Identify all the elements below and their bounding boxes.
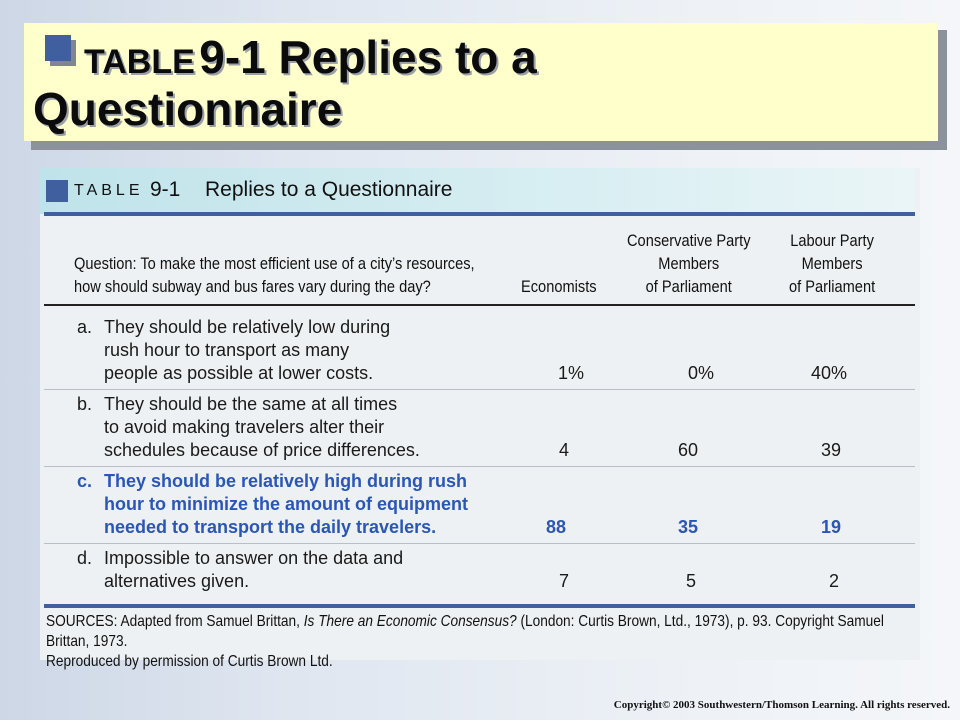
answer-line: schedules because of price differences. bbox=[104, 440, 420, 460]
conservative-header-line-3: of Parliament bbox=[645, 277, 732, 296]
sources-book-title: Is There an Economic Consensus? bbox=[303, 613, 517, 630]
table-bullet-square bbox=[46, 180, 68, 202]
conservative-header-line-1: Conservative Party bbox=[627, 231, 751, 250]
title-bullet-square bbox=[45, 35, 71, 61]
question-line-1: Question: To make the most efficient use of a city’s resources, bbox=[74, 254, 475, 273]
value-conservative: 5 bbox=[685, 571, 696, 591]
value-labour: 39 bbox=[820, 440, 842, 460]
sources-text: (London: Curtis Brown, Ltd., 1973), p. 93. Copyright Samuel Brittan, 1973. bbox=[46, 613, 884, 650]
table-label: TABLE bbox=[74, 182, 144, 199]
table-title: Replies to a Questionnaire bbox=[205, 178, 453, 201]
row-letter: a. bbox=[77, 317, 93, 337]
slide-title-line2: Questionnaire bbox=[33, 83, 343, 135]
answer-line: alternatives given. bbox=[104, 571, 250, 591]
value-labour: 40% bbox=[810, 363, 848, 383]
question-line-2: how should subway and bus fares vary during the day? bbox=[74, 277, 431, 296]
row-divider bbox=[44, 543, 915, 544]
slide-title-main: 9-1 Replies to a bbox=[199, 31, 537, 83]
slide-title-line1 bbox=[84, 30, 537, 84]
answer-line: people as possible at lower costs. bbox=[104, 363, 374, 383]
column-header-conservative bbox=[627, 229, 751, 298]
labour-header-line-2: Members bbox=[801, 254, 863, 273]
column-header-economists: Economists bbox=[521, 277, 597, 296]
answer-line: Impossible to answer on the data and bbox=[104, 548, 404, 568]
sources-text: SOURCES: Adapted from Samuel Brittan, bbox=[46, 613, 304, 630]
labour-header-line-3: of Parliament bbox=[789, 277, 876, 296]
answer-line: They should be relatively low during bbox=[104, 317, 391, 337]
row-divider bbox=[44, 466, 915, 467]
row-answer bbox=[104, 393, 524, 462]
row-answer bbox=[104, 470, 544, 539]
value-conservative: 35 bbox=[677, 517, 699, 537]
question-header bbox=[74, 252, 475, 298]
row-letter: b. bbox=[77, 394, 93, 414]
table-number: 9-1 bbox=[150, 178, 181, 201]
answer-line: hour to minimize the amount of equipment bbox=[104, 494, 468, 514]
value-labour: 2 bbox=[828, 571, 839, 591]
value-economists: 1% bbox=[557, 363, 584, 383]
labour-header-line-1: Labour Party bbox=[790, 231, 874, 250]
row-letter: d. bbox=[77, 548, 93, 568]
row-divider bbox=[44, 389, 915, 390]
slide-title-prefix: TABLE bbox=[84, 43, 195, 81]
row-answer bbox=[104, 547, 524, 593]
row-letter: c. bbox=[77, 471, 93, 491]
copyright-notice: Copyright© 2003 Southwestern/Thomson Learning. All rights reserved. bbox=[613, 699, 950, 711]
conservative-header-line-2: Members bbox=[658, 254, 720, 273]
row-answer bbox=[104, 316, 524, 385]
answer-line: They should be the same at all times bbox=[104, 394, 398, 414]
table-header-band bbox=[40, 168, 915, 214]
table-sources bbox=[46, 612, 901, 672]
value-economists: 7 bbox=[558, 571, 569, 591]
answer-line: needed to transport the daily travelers. bbox=[104, 517, 437, 537]
answer-line: rush hour to transport as many bbox=[104, 340, 350, 360]
table-bottom-rule bbox=[44, 604, 915, 608]
table-header-rule bbox=[44, 304, 915, 306]
value-conservative: 0% bbox=[687, 363, 714, 383]
value-economists: 88 bbox=[545, 517, 567, 537]
sources-line-2: Reproduced by permission of Curtis Brown Ltd. bbox=[46, 653, 333, 670]
answer-line: to avoid making travelers alter their bbox=[104, 417, 385, 437]
column-header-labour bbox=[789, 229, 875, 298]
table-panel bbox=[40, 168, 920, 670]
sources-line-1 bbox=[46, 612, 901, 652]
value-conservative: 60 bbox=[677, 440, 699, 460]
value-economists: 4 bbox=[558, 440, 569, 460]
answer-line: They should be relatively high during rush bbox=[104, 471, 468, 491]
table-top-rule bbox=[44, 212, 915, 216]
value-labour: 19 bbox=[820, 517, 842, 537]
